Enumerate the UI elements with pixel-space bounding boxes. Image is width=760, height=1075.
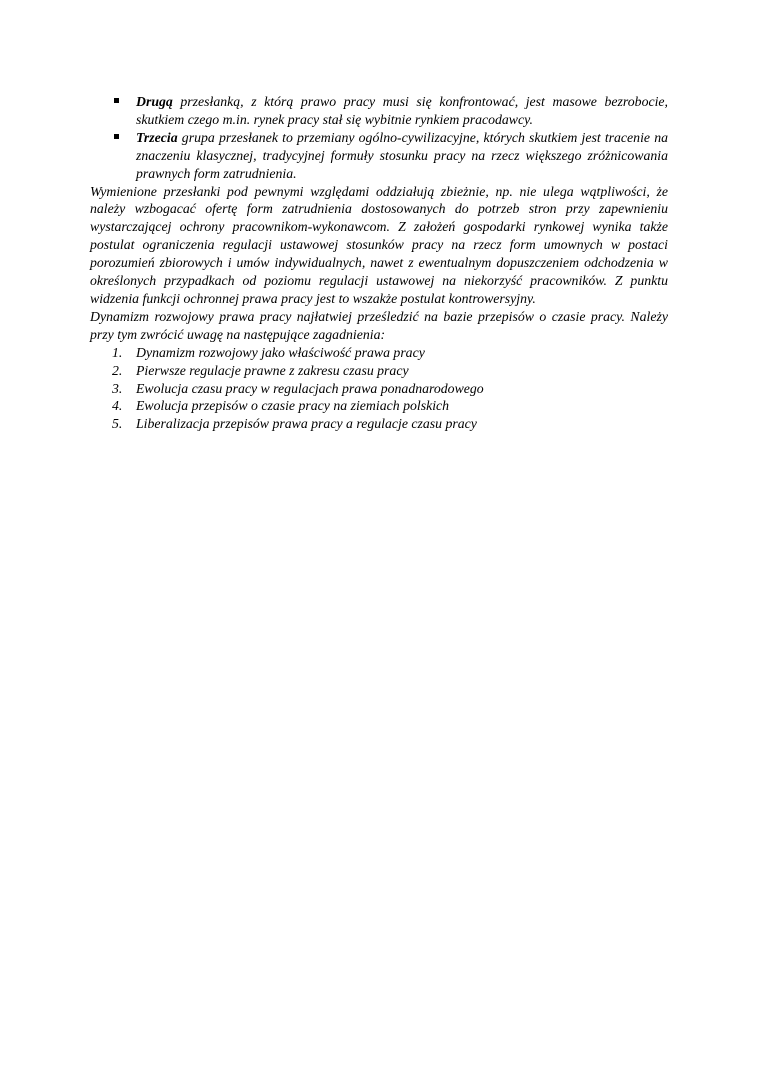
list-text: Ewolucja przepisów o czasie pracy na ziemiach polskich bbox=[136, 398, 450, 414]
list-text: Pierwsze regulacje prawne z zakresu czasu pracy bbox=[136, 362, 409, 378]
list-item bbox=[90, 362, 668, 380]
bullet-item bbox=[90, 129, 668, 183]
list-number: 2. bbox=[112, 362, 123, 378]
list-item bbox=[90, 415, 668, 433]
list-item bbox=[90, 344, 668, 362]
list-number: 5. bbox=[112, 416, 123, 432]
document-page bbox=[90, 93, 668, 433]
list-text: Dynamizm rozwojowy jako właściwość prawa pracy bbox=[136, 344, 425, 360]
list-number: 1. bbox=[112, 344, 123, 360]
paragraph: Wymienione przesłanki pod pewnymi względami oddziałują zbieżnie, np. nie ulega wątpliwości, że należy wzbogacać ofertę form zatrudnienia dostosowanych do potrzeb stron przy zapewnieniu wystarczającej ochrony pracownikom-wykonawcom. Z założeń gospodarki rynkowej wynika także postulat ograniczenia regulacji ustawowej stosunków pracy na rzecz form umownych w postaci porozumień zbiorowych i umów indywidualnych, nawet z ewentualnym dopuszczeniem odchodzenia w określonych przypadkach od poziomu regulacji ustawowej na niekorzyść pracowników. Z punktu widzenia funkcji ochronnej prawa pracy jest to wszakże postulat kontrowersyjny. bbox=[90, 183, 668, 306]
paragraph: Dynamizm rozwojowy prawa pracy najłatwiej prześledzić na bazie przepisów o czasie pracy. Należy przy tym zwrócić uwagę na następujące zagadnienia: bbox=[90, 308, 668, 342]
list-text: Ewolucja czasu pracy w regulacjach prawa ponadnarodowego bbox=[136, 380, 484, 396]
bullet-text: przesłanką, z którą prawo pracy musi się konfrontować, jest masowe bezrobocie, skutkiem czego m.in. rynek pracy stał się wybitnie rynkiem pracodawcy. bbox=[136, 94, 668, 127]
bullet-text: grupa przesłanek to przemiany ogólno-cywilizacyjne, których skutkiem jest tracenie na znaczeniu klasycznej, tradycyjnej formuły stosunku pracy na rzecz większego zróżnicowania prawnych form zatrudnienia. bbox=[136, 129, 668, 181]
square-bullet-icon bbox=[114, 98, 119, 103]
list-text: Liberalizacja przepisów prawa pracy a regulacje czasu pracy bbox=[136, 416, 477, 432]
bullet-list bbox=[90, 93, 668, 183]
bullet-lead: Drugą bbox=[136, 94, 173, 109]
list-item bbox=[90, 380, 668, 398]
bullet-item bbox=[90, 93, 668, 129]
list-number: 4. bbox=[112, 398, 123, 414]
numbered-list bbox=[90, 344, 668, 434]
list-item bbox=[90, 397, 668, 415]
list-number: 3. bbox=[112, 380, 123, 396]
bullet-lead: Trzecia bbox=[136, 129, 178, 145]
square-bullet-icon bbox=[114, 134, 119, 139]
